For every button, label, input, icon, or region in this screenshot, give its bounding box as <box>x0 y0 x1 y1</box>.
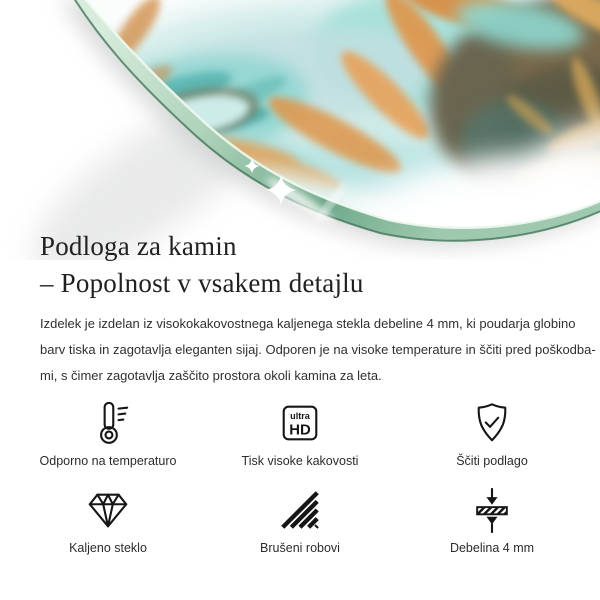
title-line-2: – Popolnost v vsakem detajlu <box>40 268 364 298</box>
feature-item-brushed-edges <box>204 487 396 556</box>
feature-label: Tisk visoke kakovosti <box>241 454 359 468</box>
product-image <box>0 0 600 260</box>
feature-item-print-quality <box>204 400 396 469</box>
page-title <box>40 228 560 302</box>
diamond-icon <box>85 487 131 533</box>
feature-label: Kaljeno steklo <box>69 541 147 555</box>
description-line: mi, s čimer zagotavlja zaščito prostora okoli kamina za leta. <box>40 368 382 383</box>
feature-item-thickness <box>396 487 588 556</box>
feature-item-tempered-glass <box>12 487 204 556</box>
thermometer-icon <box>85 400 131 446</box>
brushed-edges-icon <box>277 487 323 533</box>
shield-check-icon <box>469 400 515 446</box>
glass-panel-illustration <box>0 0 600 260</box>
description-line: barv tiska in zagotavlja eleganten sijaj. Odporen je na visoke temperature in ščiti pred poškodba- <box>40 342 596 357</box>
description-line: Izdelek je izdelan iz visokokakovostnega kaljenega stekla debeline 4 mm, ki poudarja globino <box>40 316 576 331</box>
feature-label: Ščiti podlago <box>456 454 528 468</box>
feature-item-temperature <box>12 400 204 469</box>
feature-label: Odporno na temperaturo <box>39 454 177 468</box>
product-info-section <box>0 228 600 556</box>
ultra-hd-icon <box>277 400 323 446</box>
svg-text:ultra: ultra <box>290 411 310 422</box>
feature-label: Brušeni robovi <box>260 541 340 555</box>
product-description <box>40 311 596 389</box>
title-line-1: Podloga za kamin <box>40 231 237 261</box>
feature-item-protects <box>396 400 588 469</box>
thickness-icon <box>469 487 515 533</box>
feature-label: Debelina 4 mm <box>449 541 535 555</box>
feature-grid <box>12 400 588 556</box>
svg-text:HD: HD <box>289 422 311 439</box>
